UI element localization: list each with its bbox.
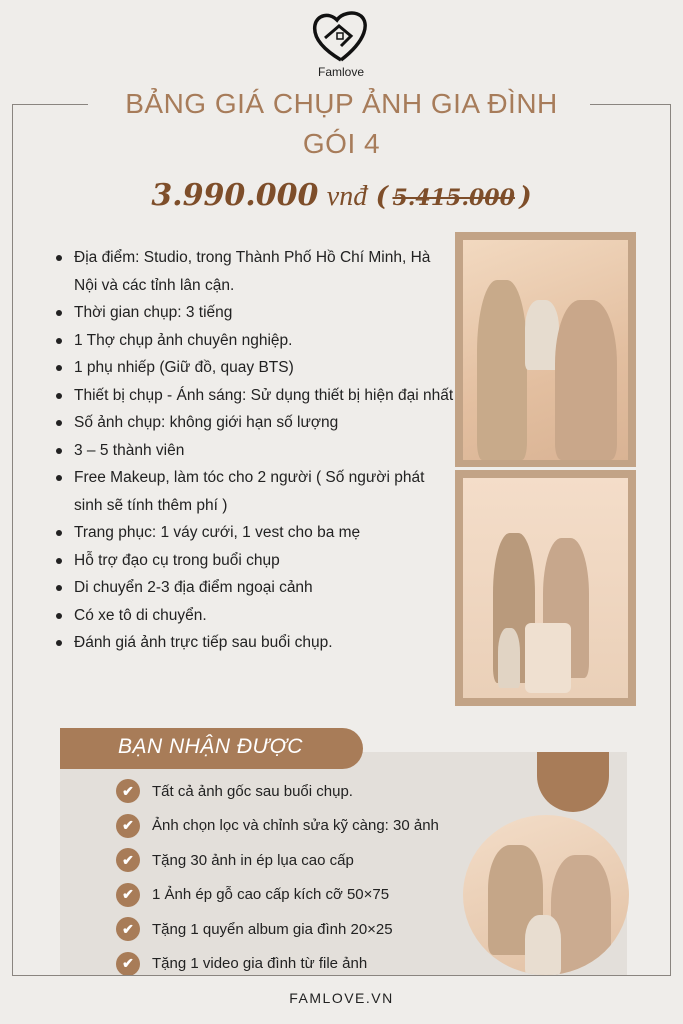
benefit-text: Tất cả ảnh gốc sau buổi chụp. xyxy=(152,782,353,800)
check-circle-icon: ✔ xyxy=(116,848,140,872)
check-circle-icon: ✔ xyxy=(116,814,140,838)
check-circle-icon: ✔ xyxy=(116,779,140,803)
figure-child xyxy=(525,915,561,975)
benefit-text: Ảnh chọn lọc và chỉnh sửa kỹ càng: 30 ảnh xyxy=(152,817,439,835)
photo-frame-1 xyxy=(455,232,636,467)
frame-line-right xyxy=(670,104,671,976)
price-original: 5.415.000 xyxy=(392,185,515,211)
feature-item: 1 phụ nhiếp (Giữ đồ, quay BTS) xyxy=(56,354,456,382)
feature-item: Số ảnh chụp: không giới hạn số lượng xyxy=(56,409,456,437)
feature-item: 1 Thợ chụp ảnh chuyên nghiệp. xyxy=(56,327,456,355)
feature-item: Trang phục: 1 váy cưới, 1 vest cho ba mẹ xyxy=(56,519,456,547)
feature-item: Địa điểm: Studio, trong Thành Phố Hồ Chí Minh, Hà Nội và các tỉnh lân cận. xyxy=(56,244,456,299)
page-title-line1: BẢNG GIÁ CHỤP ẢNH GIA ĐÌNH xyxy=(125,88,558,119)
figure-child xyxy=(525,300,559,370)
paren-open: ( xyxy=(375,182,388,212)
feature-item: Free Makeup, làm tóc cho 2 người ( Số người phát sinh sẽ tính thêm phí ) xyxy=(56,464,456,519)
benefit-text: 1 Ảnh ép gỗ cao cấp kích cỡ 50×75 xyxy=(152,886,390,904)
benefit-item xyxy=(116,878,439,913)
benefit-item xyxy=(116,774,439,809)
feature-item: 3 – 5 thành viên xyxy=(56,437,456,465)
figure-mother xyxy=(555,300,617,460)
frame-line-left xyxy=(12,104,13,976)
price-row xyxy=(0,178,683,213)
benefits-heading: BẠN NHẬN ĐƯỢC xyxy=(60,728,363,769)
frame-line-bottom xyxy=(12,975,671,976)
feature-list xyxy=(56,244,456,657)
benefit-list xyxy=(116,774,439,981)
heart-house-icon xyxy=(311,10,371,62)
family-photo-1 xyxy=(463,240,628,460)
check-circle-icon: ✔ xyxy=(116,952,140,976)
benefit-text: Tặng 1 quyển album gia đình 20×25 xyxy=(152,920,393,938)
price-currency: vnđ xyxy=(326,181,368,212)
feature-item: Có xe tô di chuyển. xyxy=(56,602,456,630)
benefit-item xyxy=(116,843,439,878)
benefit-text: Tặng 30 ảnh in ép lụa cao cấp xyxy=(152,851,354,869)
feature-item: Thời gian chụp: 3 tiếng xyxy=(56,299,456,327)
check-circle-icon: ✔ xyxy=(116,883,140,907)
feature-item: Thiết bị chụp - Ánh sáng: Sử dụng thiết bị hiện đại nhất xyxy=(56,382,456,410)
cake xyxy=(525,623,571,693)
website-link[interactable]: FAMLOVE.VN xyxy=(289,990,394,1006)
logo-brand: Famlove xyxy=(317,65,364,79)
benefit-item xyxy=(116,912,439,947)
benefit-item xyxy=(116,809,439,844)
check-circle-icon: ✔ xyxy=(116,917,140,941)
paren-close: ) xyxy=(519,182,532,212)
feature-item: Đánh giá ảnh trực tiếp sau buổi chụp. xyxy=(56,629,456,657)
family-photo-2 xyxy=(463,478,628,698)
family-photo-circle xyxy=(463,815,629,975)
figure-father xyxy=(477,280,527,460)
price-current: 3.990.000 xyxy=(151,178,319,213)
benefit-text: Tặng 1 video gia đình từ file ảnh xyxy=(152,955,368,973)
feature-item: Di chuyển 2-3 địa điểm ngoại cảnh xyxy=(56,574,456,602)
feature-item: Hỗ trợ đạo cụ trong buổi chụp xyxy=(56,547,456,575)
photo-frame-2 xyxy=(455,470,636,706)
famlove-logo xyxy=(305,10,377,80)
figure-child xyxy=(498,628,520,688)
page-title-line2: GÓI 4 xyxy=(302,128,381,159)
